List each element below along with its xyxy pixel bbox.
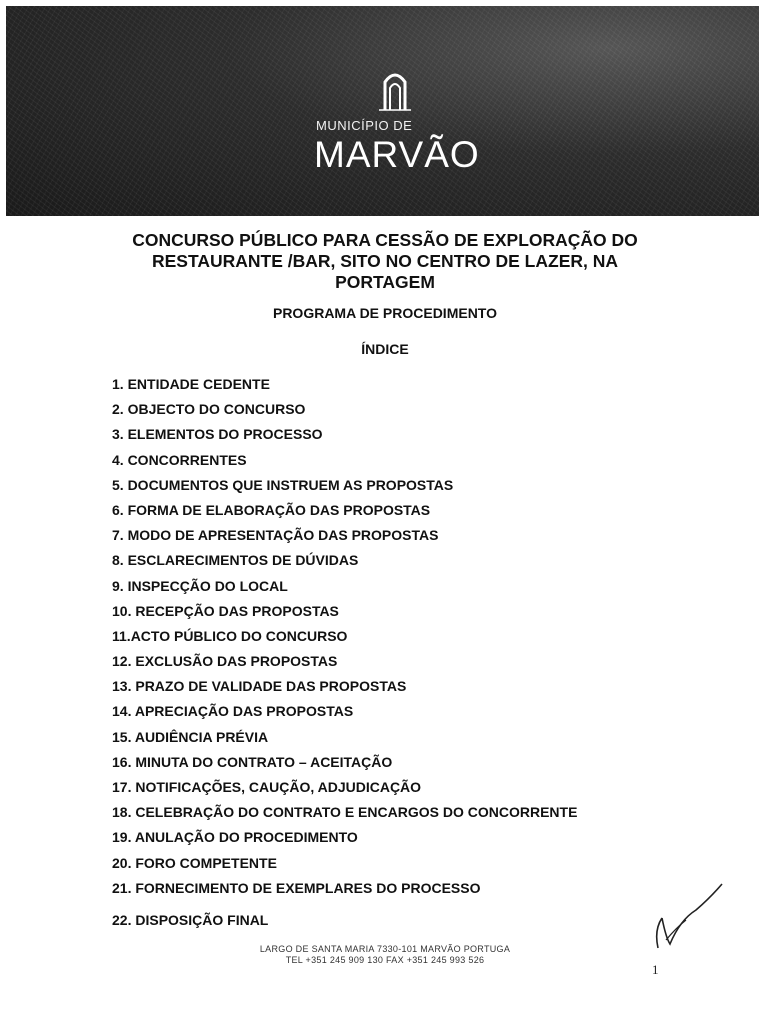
toc-item: 5. DOCUMENTOS QUE INSTRUEM AS PROPOSTAS (112, 476, 454, 493)
header-banner (6, 6, 759, 216)
page-number: 1 (652, 962, 659, 977)
toc-item: 8. ESCLARECIMENTOS DE DÚVIDAS (112, 552, 359, 569)
toc-item: 10. RECEPÇÃO DAS PROPOSTAS (112, 602, 339, 619)
toc-item: 4. CONCORRENTES (112, 451, 247, 468)
table-of-contents (112, 372, 577, 933)
toc-item: 16. MINUTA DO CONTRATO – ACEITAÇÃO (112, 753, 393, 770)
toc-item: 6. FORMA DE ELABORAÇÃO DAS PROPOSTAS (112, 501, 431, 518)
toc-item: 21. FORNECIMENTO DE EXEMPLARES DO PROCESSO (112, 879, 481, 896)
logo-title: MARVÃO (314, 134, 480, 175)
toc-item: 2. OBJECTO DO CONCURSO (112, 401, 306, 418)
toc-item: 1. ENTIDADE CEDENTE (112, 376, 270, 392)
toc-item: 9. INSPECÇÃO DO LOCAL (112, 577, 288, 594)
toc-item: 11.ACTO PÚBLICO DO CONCURSO (112, 627, 348, 644)
toc-item: 7. MODO DE APRESENTAÇÃO DAS PROPOSTAS (112, 527, 439, 544)
toc-item: 20. FORO COMPETENTE (112, 854, 277, 871)
logo-subtitle: MUNICÍPIO DE (316, 118, 413, 133)
toc-item: 12. EXCLUSÃO DAS PROPOSTAS (112, 653, 338, 670)
marvao-logo-icon (377, 66, 413, 112)
toc-item: 15. AUDIÊNCIA PRÉVIA (112, 728, 269, 745)
signature-icon (640, 880, 725, 955)
footer-address (235, 944, 535, 966)
toc-item: 19. ANULAÇÃO DO PROCEDIMENTO (112, 829, 358, 846)
footer-address-line: LARGO DE SANTA MARIA 7330-101 MARVÃO PORTUGA (259, 944, 511, 954)
document-title: CONCURSO PÚBLICO PARA CESSÃO DE EXPLORAÇÃO DO RESTAURANTE /BAR, SITO NO CENTRO DE LAZER, NA PORTAGEM (132, 230, 638, 292)
document-subtitle: PROGRAMA DE PROCEDIMENTO (272, 305, 497, 321)
index-heading: ÍNDICE (361, 341, 409, 357)
toc-item: 22. DISPOSIÇÃO FINAL (112, 911, 269, 928)
toc-item: 13. PRAZO DE VALIDADE DAS PROPOSTAS (112, 678, 407, 695)
toc-item: 18. CELEBRAÇÃO DO CONTRATO E ENCARGOS DO CONCORRENTE (112, 804, 578, 821)
toc-item: 3. ELEMENTOS DO PROCESSO (112, 426, 323, 443)
footer-contact-line: TEL +351 245 909 130 FAX +351 245 993 526 (285, 955, 485, 965)
toc-item: 14. APRECIAÇÃO DAS PROPOSTAS (112, 703, 354, 720)
toc-item: 17. NOTIFICAÇÕES, CAUÇÃO, ADJUDICAÇÃO (112, 779, 422, 795)
